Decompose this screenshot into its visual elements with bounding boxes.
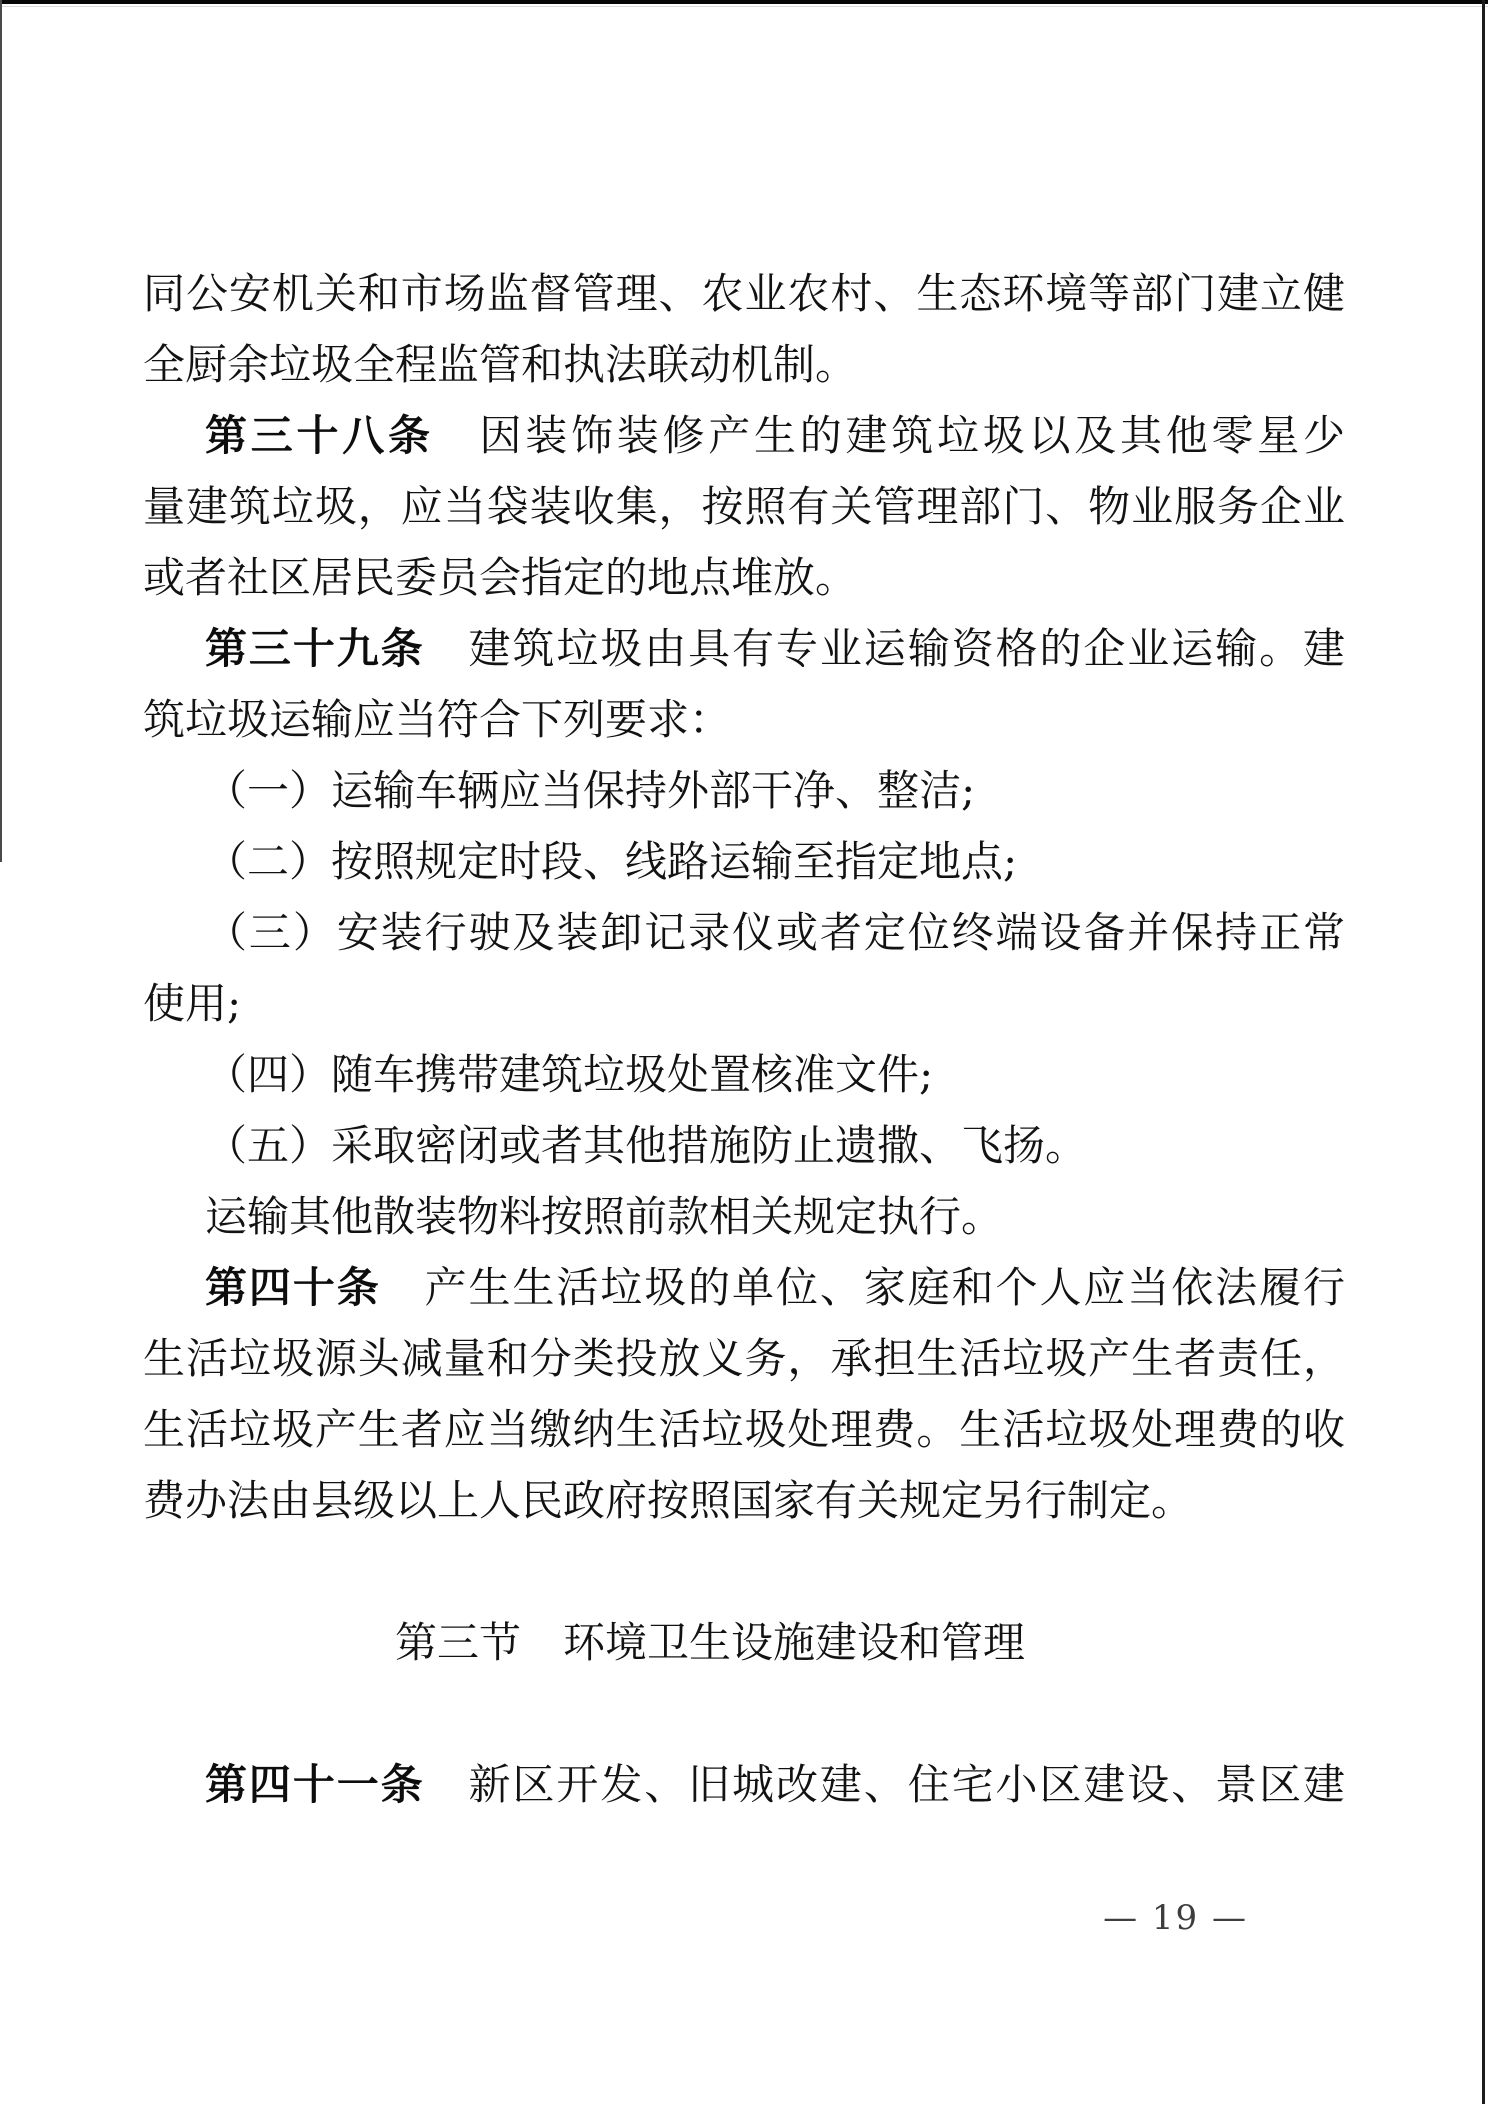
- text-line: [143, 755, 1345, 826]
- article-number: 第四十一条: [205, 1760, 425, 1809]
- document-body: [143, 258, 1345, 1820]
- line-text: 建筑垃圾由具有专业运输资格的企业运输。建: [424, 624, 1345, 673]
- article-number: 第三十八条: [205, 411, 434, 460]
- text-line: [143, 1039, 1345, 1110]
- line-text: 生活垃圾源头减量和分类投放义务，承担生活垃圾产生者责任，: [143, 1334, 1345, 1383]
- text-line: [143, 1749, 1345, 1820]
- text-line: [143, 258, 1345, 329]
- text-line: [143, 471, 1345, 542]
- line-text: 新区开发、旧城改建、住宅小区建设、景区建: [424, 1760, 1345, 1809]
- text-line: [143, 329, 1345, 400]
- line-text: （二）按照规定时段、线路运输至指定地点;: [205, 837, 1018, 886]
- line-text: 使用;: [143, 979, 242, 1028]
- text-line: [143, 1252, 1345, 1323]
- line-text: 因装饰装修产生的建筑垃圾以及其他零星少: [433, 411, 1345, 460]
- scan-edge-left: [0, 0, 2, 862]
- text-line: [143, 1394, 1345, 1465]
- text-line: [143, 542, 1345, 613]
- article-number: 第三十九条: [205, 624, 425, 673]
- page-number: — 19 —: [1103, 1898, 1248, 1938]
- text-line: [143, 613, 1345, 684]
- line-text: （五）采取密闭或者其他措施防止遗撒、飞扬。: [205, 1121, 1088, 1170]
- line-text: 或者社区居民委员会指定的地点堆放。: [143, 553, 858, 602]
- line-text: 费办法由县级以上人民政府按照国家有关规定另行制定。: [143, 1476, 1194, 1525]
- line-text: （一）运输车辆应当保持外部干净、整洁;: [205, 766, 976, 815]
- text-line: [143, 1323, 1345, 1394]
- line-text: 产生生活垃圾的单位、家庭和个人应当依法履行: [380, 1263, 1345, 1312]
- scan-edge-top-hairline: [0, 6, 1488, 7]
- line-text: 筑垃圾运输应当符合下列要求：: [143, 695, 732, 744]
- scan-edge-top: [0, 0, 1488, 4]
- line-text: 同公安机关和市场监督管理、农业农村、生态环境等部门建立健: [143, 269, 1345, 318]
- text-line: [143, 684, 1345, 755]
- line-text: （三）安装行驶及装卸记录仪或者定位终端设备并保持正常: [205, 908, 1345, 957]
- text-line: [143, 1465, 1345, 1536]
- text-line: [143, 1181, 1345, 1252]
- section-heading: [143, 1607, 1345, 1678]
- line-text: 量建筑垃圾，应当袋装收集，按照有关管理部门、物业服务企业: [143, 482, 1345, 531]
- line-text: 第三节 环境卫生设施建设和管理: [394, 1618, 1025, 1667]
- line-text: 运输其他散装物料按照前款相关规定执行。: [205, 1192, 1004, 1241]
- text-line: [143, 826, 1345, 897]
- text-line: [143, 968, 1345, 1039]
- text-line: [143, 897, 1345, 968]
- article-number: 第四十条: [205, 1263, 381, 1312]
- line-text: 全厨余垃圾全程监管和执法联动机制。: [143, 340, 858, 389]
- line-text: 生活垃圾产生者应当缴纳生活垃圾处理费。生活垃圾处理费的收: [143, 1405, 1345, 1454]
- line-text: （四）随车携带建筑垃圾处置核准文件;: [205, 1050, 934, 1099]
- scan-edge-right: [1482, 0, 1485, 2104]
- text-line: [143, 1110, 1345, 1181]
- text-line: [143, 400, 1345, 471]
